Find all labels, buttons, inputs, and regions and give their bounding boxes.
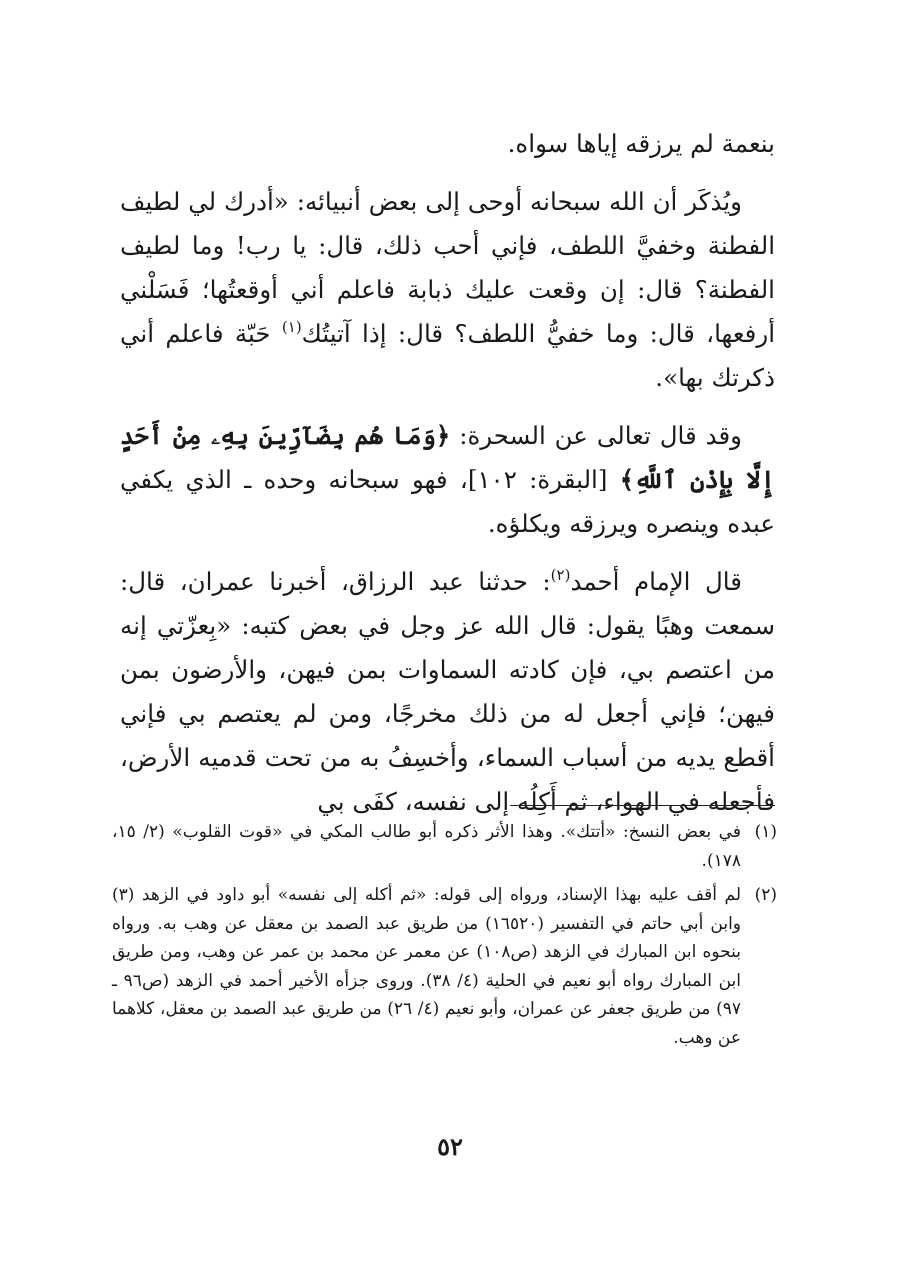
paragraph-ahmad-end: : حدثنا عبد الرزاق، أخبرنا عمران، قال: سمعت وهبًا يقول: قال الله عز وجل في بعض كتبه: «بِعزّتي إنه من اعتصم بي، فإن كادته السماوات بمن فيهن، والأرضون بمن فيهن؛ فإني أجعل له من ذلك مخرجًا، ومن لم يعتصم بي فإني أقطع يديه من أسباب السماء، وأخسِفُ به من تحت قدميه الأرض، فأجعله في الهواء، ثم أَكِلُه إلى نفسه، كفَى بي bbox=[120, 567, 775, 816]
paragraph-revelation-end: حَبّة فاعلم أني ذكرتك بها». bbox=[120, 319, 775, 392]
paragraph-revelation-text: ويُذكَر أن الله سبحانه أوحى إلى بعض أنبيائه: «أدرك لي لطيف الفطنة وخفيَّ اللطف، فإني أحب ذلك، قال: يا رب! وما لطيف الفطنة؟ قال: إن وقعت عليك ذبابة فاعلم أني أوقعتُها؛ فَسَلْني أرفعها، قال: وما خفيُّ اللطف؟ قال: إذا آتيتُك bbox=[120, 187, 775, 348]
footnote-ref-1[interactable]: (١) bbox=[281, 318, 302, 336]
paragraph-ahmad-start: قال الإمام أحمد bbox=[570, 567, 742, 596]
paragraph-ahmad bbox=[120, 560, 775, 824]
footnote-number: (٢) bbox=[754, 885, 777, 905]
footnote-text: لم أقف عليه بهذا الإسناد، ورواه إلى قوله: «ثم أكله إلى نفسه» أبو داود في الزهد (٣) وابن أبي حاتم في التفسير (١٦٥٢٠) من طريق عبد الصمد بن معقل عن وهب به. ورواه بنحوه ابن المبارك في الزهد (ص١٠٨) عن معمر عن محمد بن عمر عن وهب، ومن طريق ابن المبارك رواه أبو نعيم في الحلية (٤/ ٣٨). وروى جزأه الأخير أحمد في الزهد (ص٩٦ ـ ٩٧) من طريق جعفر عن عمران، وأبو نعيم (٤/ ٢٦) من طريق عبد الصمد بن معقل، كلاهما عن وهب. bbox=[112, 885, 741, 1048]
footnote-divider bbox=[510, 805, 775, 806]
paragraph-continuation: بنعمة لم يرزقه إياها سواه. bbox=[507, 129, 775, 158]
main-text bbox=[120, 122, 775, 824]
footnote-2 bbox=[112, 881, 777, 1052]
footnote-number: (١) bbox=[754, 822, 777, 842]
paragraph-sorcerers-end: [البقرة: ١٠٢]، فهو سبحانه وحده ـ الذي يكفي عبده وينصره ويرزقه ويكلؤه. bbox=[120, 465, 775, 538]
paragraph-revelation bbox=[120, 180, 775, 400]
paragraph-sorcerers bbox=[120, 414, 775, 546]
footnotes bbox=[112, 818, 777, 1058]
page-number: ٥٢ bbox=[437, 1132, 463, 1161]
footnote-ref-2[interactable]: (٢) bbox=[550, 566, 571, 584]
footnote-text: في بعض النسخ: «أتتك». وهذا الأثر ذكره أبو طالب المكي في «قوت القلوب» (٢/ ١٥، ١٧٨). bbox=[112, 822, 741, 871]
quran-verse: ﴿وَمَا هُم بِضَآرِّينَ بِهِۦ مِنْ أَحَدٍ إِلَّا بِإِذْنِ ٱللَّهِ﴾ bbox=[120, 421, 775, 494]
footnote-1 bbox=[112, 818, 777, 875]
paragraph-sorcerers-start: وقد قال تعالى عن السحرة: bbox=[450, 421, 742, 450]
